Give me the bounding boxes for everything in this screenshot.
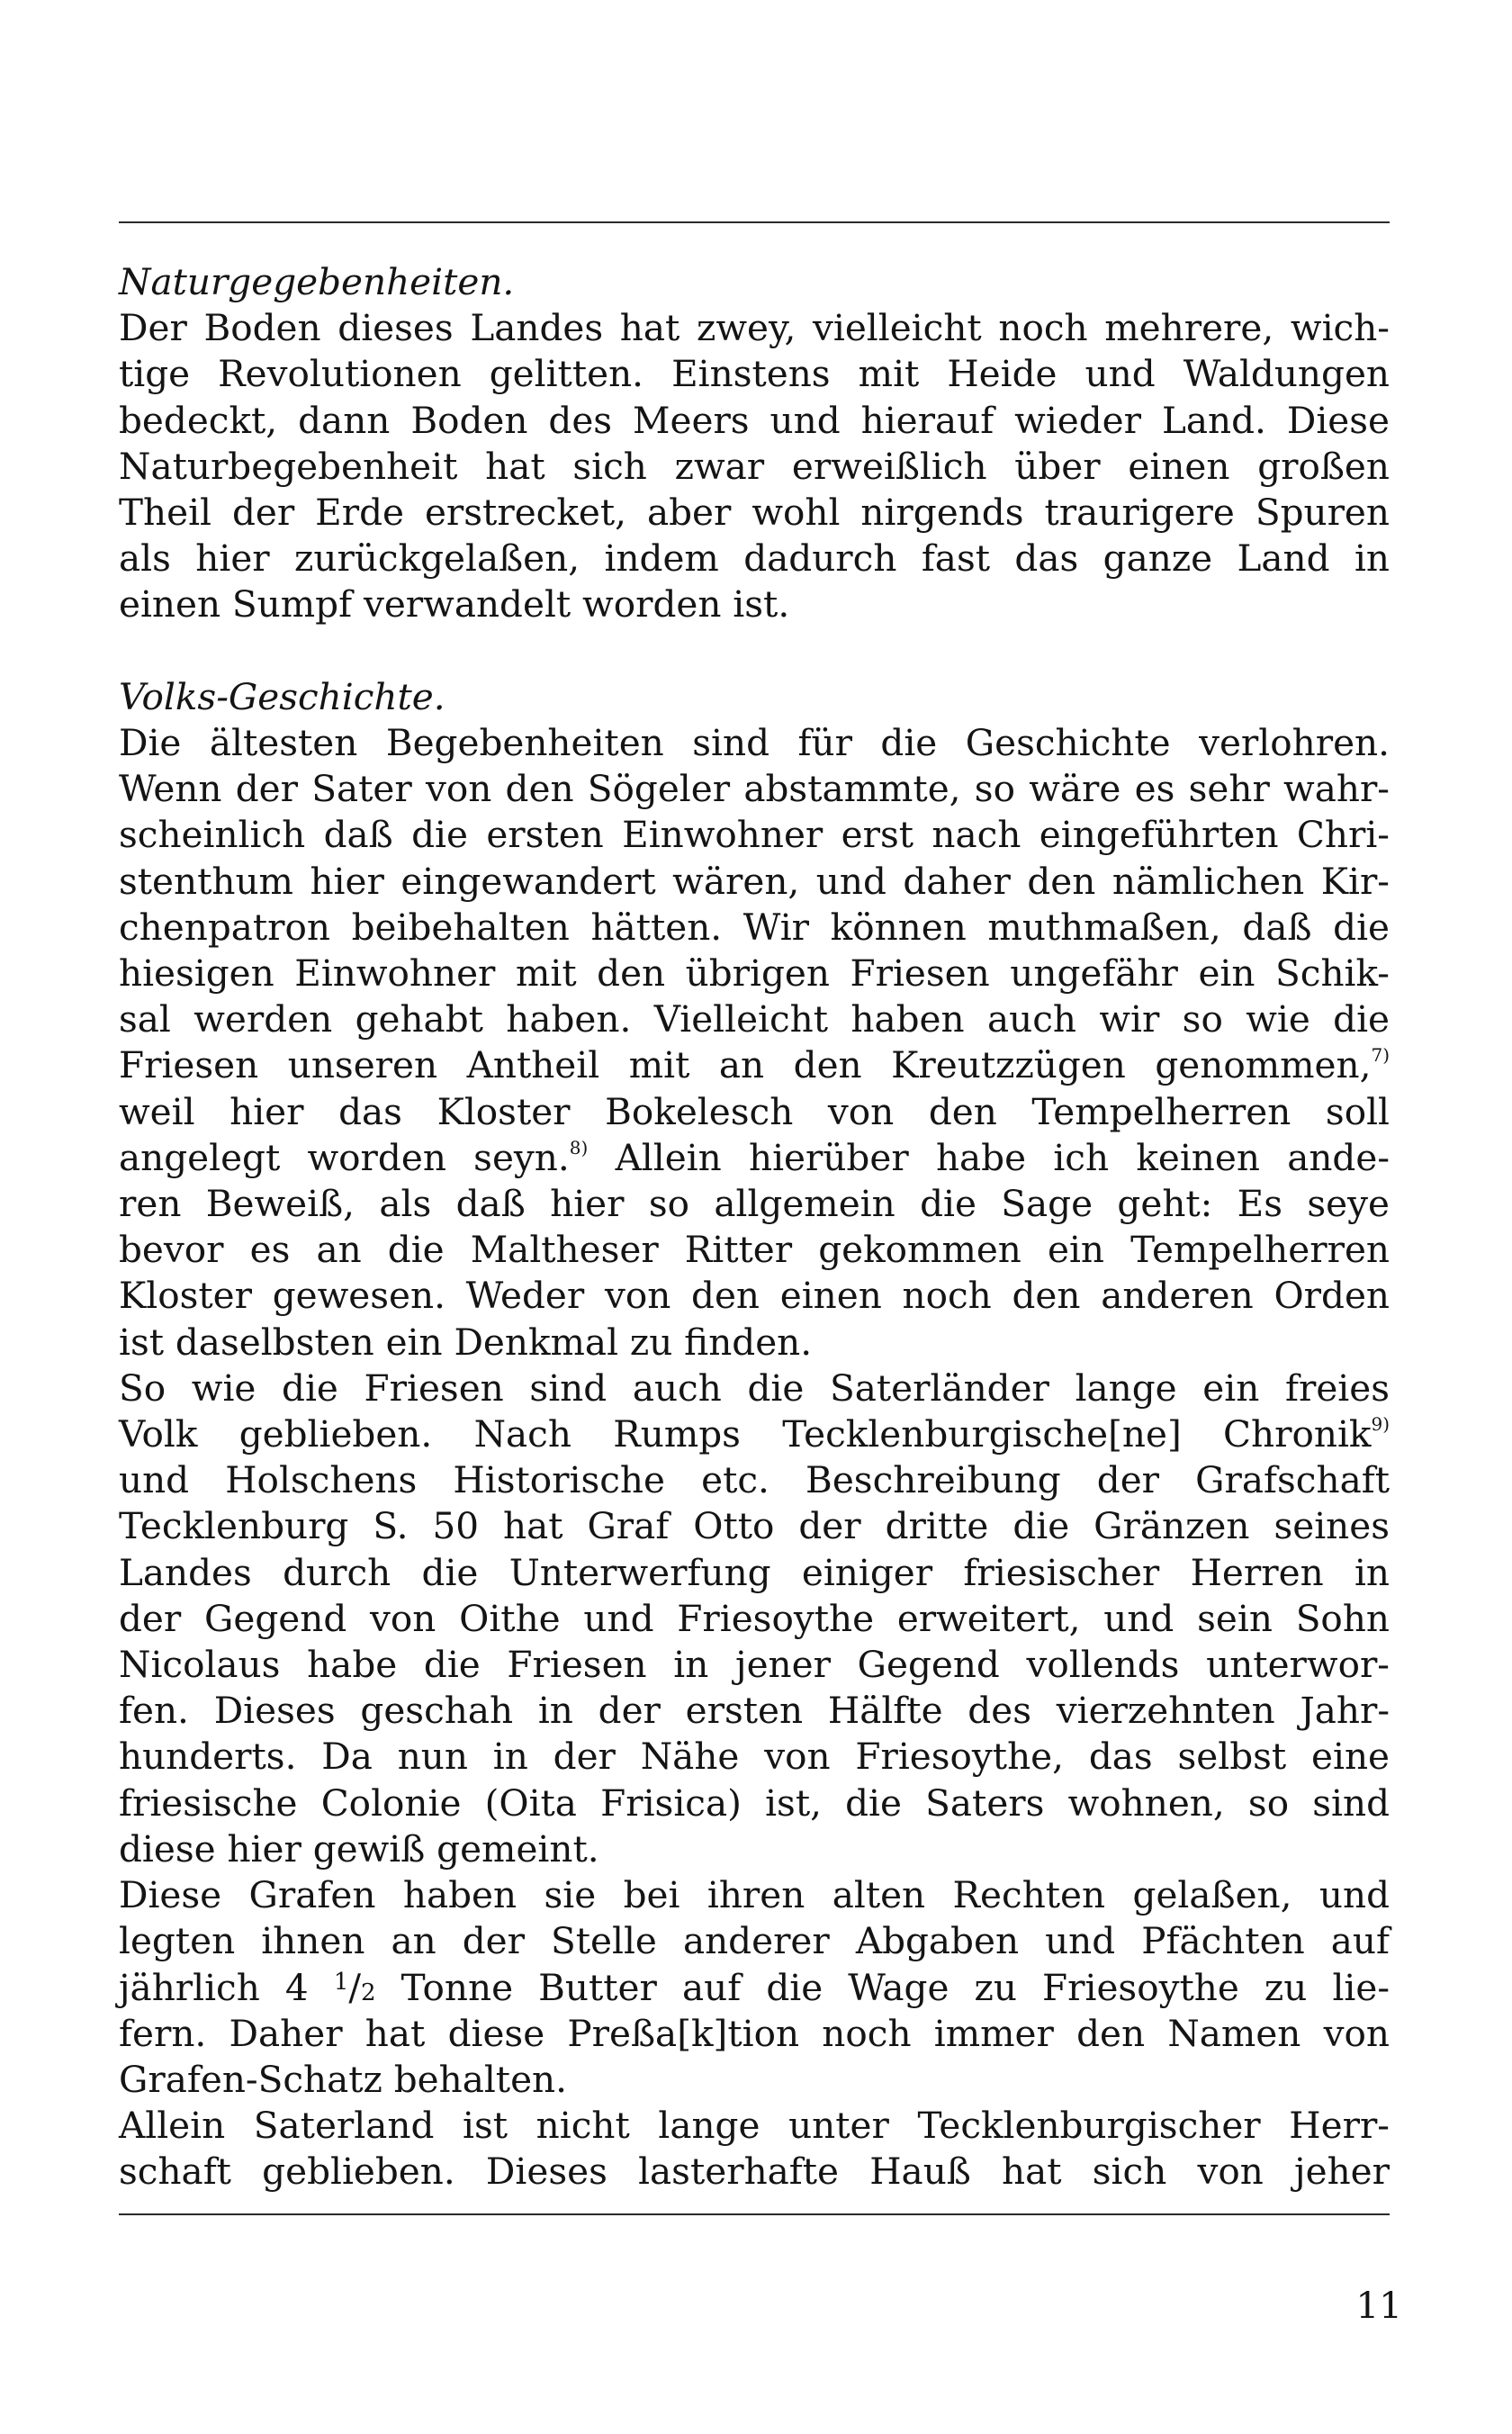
fraction-slash: / (348, 1965, 362, 2009)
bottom-rule (119, 2213, 1390, 2215)
text-line: ren Beweiß, als daß hier so allgemein die Sage geht: Es seye (119, 1182, 1390, 1226)
text-line: So wie die Friesen sind auch die Saterländer lange ein freies (119, 1366, 1390, 1410)
text-segment: jährlich 4 (119, 1965, 334, 2009)
text-line: schaft geblieben. Dieses lasterhafte Hauß hat sich von jeher (119, 2150, 1390, 2194)
text-line: als hier zurückgelaßen, indem dadurch fast das ganze Land in (119, 536, 1390, 581)
text-line: diese hier gewiß gemeint. (119, 1826, 599, 1871)
fraction-denominator: 2 (361, 1979, 376, 2006)
paragraph-gap (119, 628, 1390, 674)
text-line: Tecklenburg S. 50 hat Graf Otto der dritte die Gränzen seines (119, 1504, 1390, 1548)
text-line: und Holschens Historische etc. Beschreibung der Grafschaft (119, 1458, 1390, 1502)
footnote-marker: 7) (1371, 1044, 1390, 1067)
text-segment: angelegt worden seyn. (119, 1135, 570, 1179)
section-heading-naturgegebenheiten: Naturgegebenheiten. (119, 260, 515, 303)
text-line: bedeckt, dann Boden des Meers und hierauf wieder Land. Diese (119, 398, 1390, 442)
text-line: Theil der Erde erstrecket, aber wohl nirgends traurigere Spuren (119, 491, 1390, 535)
fraction-numerator: 1 (333, 1968, 349, 1996)
text-line: chenpatron beibehalten hätten. Wir können muthmaßen, daß die (119, 905, 1390, 949)
text-line: fern. Daher hat diese Preßa[k]tion noch immer den Namen von (119, 2011, 1390, 2055)
text-segment: Volk geblieben. Nach Rumps Tecklenburgische[ne] Chronik (119, 1412, 1372, 1456)
text-segment: Friesen unseren Antheil mit an den Kreutzzügen genommen, (119, 1043, 1372, 1087)
footnote-marker: 9) (1371, 1413, 1390, 1436)
text-line: legten ihnen an der Stelle anderer Abgaben und Pfächten auf (119, 1919, 1390, 1963)
text-line: Grafen-Schatz behalten. (119, 2057, 568, 2101)
section-heading-volks-geschichte: Volks-Geschichte. (119, 674, 446, 718)
text-line: Wenn der Sater von den Sögeler abstammte, so wäre es sehr wahr- (119, 767, 1390, 811)
text-line: Kloster gewesen. Weder von den einen noch den anderen Orden (119, 1274, 1390, 1318)
text-line: Diese Grafen haben sie bei ihren alten Rechten gelaßen, und (119, 1873, 1390, 1917)
footnote-marker: 8) (569, 1136, 589, 1158)
top-rule (119, 221, 1390, 223)
text-line: stenthum hier eingewandert wären, und daher den nämlichen Kir- (119, 859, 1390, 903)
page-number: 11 (1355, 2284, 1402, 2327)
text-segment: Tonne Butter auf die Wage zu Friesoythe zu lie- (375, 1965, 1390, 2009)
text-line: Naturbegebenheit hat sich zwar erweißlich über einen großen (119, 444, 1390, 488)
text-line: der Gegend von Oithe und Friesoythe erweitert, und sein Sohn (119, 1596, 1390, 1640)
text-line: hunderts. Da nun in der Nähe von Friesoythe, das selbst eine (119, 1735, 1390, 1779)
text-line: einen Sumpf verwandelt worden ist. (119, 582, 790, 627)
text-line: weil hier das Kloster Bokelesch von den Tempelherren soll (119, 1089, 1390, 1133)
text-line: hiesigen Einwohner mit den übrigen Friesen ungefähr ein Schik- (119, 951, 1390, 996)
text-line-with-footnote (119, 1135, 1390, 1181)
text-line-with-footnote (119, 1042, 1390, 1088)
text-line: ist daselbsten ein Denkmal zu finden. (119, 1320, 813, 1364)
text-line: Landes durch die Unterwerfung einiger friesischer Herren in (119, 1550, 1390, 1594)
text-line-with-fraction (119, 1965, 1390, 2011)
text-line: fen. Dieses geschah in der ersten Hälfte des vierzehnten Jahr- (119, 1689, 1390, 1733)
text-line: tige Revolutionen gelitten. Einstens mit Heide und Waldungen (119, 352, 1390, 396)
text-segment: Allein hierüber habe ich keinen ande- (588, 1135, 1390, 1179)
text-line: sal werden gehabt haben. Vielleicht haben auch wir so wie die (119, 997, 1390, 1041)
text-line: Allein Saterland ist nicht lange unter Tecklenburgischer Herr- (119, 2104, 1390, 2148)
text-line: Die ältesten Begebenheiten sind für die Geschichte verlohren. (119, 721, 1390, 765)
text-line: scheinlich daß die ersten Einwohner erst nach eingeführten Chri- (119, 813, 1390, 857)
text-line: Der Boden dieses Landes hat zwey, vielleicht noch mehrere, wich- (119, 306, 1390, 350)
text-line: bevor es an die Maltheser Ritter gekommen ein Tempelherren (119, 1228, 1390, 1272)
text-line: friesische Colonie (Oita Frisica) ist, die Saters wohnen, so sind (119, 1780, 1390, 1825)
page-body (119, 259, 1390, 2195)
text-line: Nicolaus habe die Friesen in jener Gegend vollends unterwor- (119, 1643, 1390, 1687)
text-line-with-footnote (119, 1411, 1390, 1457)
